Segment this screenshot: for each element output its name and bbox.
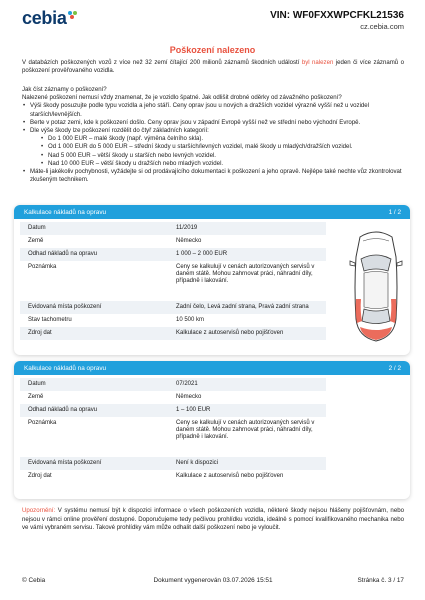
row-value: 1 000 – 2 000 EUR	[176, 251, 228, 257]
intro-paragraph	[22, 59, 404, 76]
table-row	[20, 222, 326, 235]
row-value: Kalkulace z autoservisů nebo pojišťoven	[176, 330, 284, 336]
table-row	[20, 404, 326, 417]
row-value: Německo	[176, 238, 202, 244]
card-pager[interactable]: 1 / 2	[388, 208, 401, 216]
site-link[interactable]: cz.cebia.com	[360, 22, 404, 31]
table-row	[20, 327, 326, 340]
table-row	[20, 314, 326, 327]
details-table	[20, 222, 326, 340]
guidance-item: • Máte-li jakékoliv pochybnosti, vyžádejte si od prodávajícího dokumentaci k poškození a jeho opravě. Nejlépe také nechte vůz zkontrolovat zkušeným technikem.	[22, 168, 404, 184]
table-row	[20, 378, 326, 391]
row-value: Není k dispozici	[176, 460, 219, 466]
footer-page-number: Stránka č. 3 / 17	[357, 577, 404, 584]
row-value: 1 – 100 EUR	[176, 407, 211, 413]
page-title: Poškození nalezeno	[169, 45, 256, 55]
card-header	[14, 205, 410, 219]
row-value: Ceny se kalkulují v cenách autorizovaných servisů v daném státě. Mohou zahrnovat práci, náhradní díly, případně i lakování.	[176, 420, 315, 440]
row-label: Poznámka	[28, 420, 57, 426]
damage-category-item: • Do 1 000 EUR – malé škody (např. výměna čelního skla).	[22, 135, 404, 143]
table-row	[20, 470, 326, 483]
intro-highlight: byl nalezen	[301, 59, 334, 66]
card-body	[14, 375, 410, 487]
how-to-read-section	[22, 86, 404, 184]
row-label: Evidovaná místa poškození	[28, 304, 102, 310]
row-value: Německo	[176, 394, 202, 400]
row-label: Země	[28, 394, 44, 400]
logo-dots-icon	[68, 11, 77, 20]
section-lead: Nalezené poškození nemusí vždy znamenat, že je vozidlo špatné. Jak odlišit drobné oděrky od závažného poškození?	[22, 94, 342, 102]
details-table	[20, 378, 326, 483]
row-value: Ceny se kalkulují v cenách autorizovaných servisů v daném státě. Mohou zahrnovat práci, náhradní díly, případně i lakování.	[176, 264, 315, 284]
row-label: Odhad nákladů na opravu	[28, 407, 98, 413]
card-title: Kalkulace nákladů na opravu	[24, 364, 107, 372]
table-row	[20, 248, 326, 261]
card-title: Kalkulace nákladů na opravu	[24, 208, 107, 216]
card-header	[14, 361, 410, 375]
guidance-item: • Výši škody posuzujte podle typu vozidla a jeho stáří. Ceny oprav jsou u nových a dražších vozidel výrazně vyšší než u vozidel starších/levnějších.	[22, 102, 404, 118]
damage-category-item: • Nad 5 000 EUR – větší škody u starších nebo levných vozidel.	[22, 152, 404, 160]
table-row	[20, 391, 326, 404]
table-row	[20, 417, 326, 457]
vin-label: VIN: WF0FXXWPCFKL21536	[270, 10, 404, 21]
row-value: Zadní čelo, Levá zadní strana, Pravá zadní strana	[176, 304, 309, 310]
repair-cost-card-2	[14, 361, 410, 499]
row-label: Země	[28, 238, 44, 244]
damage-category-item: • Od 1 000 EUR do 5 000 EUR – střední škody u starších/levných vozidel, malé škody u mladých/dražších vozidel.	[22, 143, 404, 151]
row-label: Evidovaná místa poškození	[28, 460, 102, 466]
row-value: 07/2021	[176, 381, 198, 387]
row-label: Poznámka	[28, 264, 57, 270]
footer-generated-date: Dokument vygenerován 03.07.2026 15:51	[153, 577, 273, 584]
card-body	[14, 219, 410, 344]
guidance-list	[22, 102, 404, 184]
row-label: Datum	[28, 381, 46, 387]
table-row	[20, 301, 326, 314]
warning-label: Upozornění:	[22, 507, 56, 514]
damage-category-item: • Nad 10 000 EUR – větší škody u dražších nebo mladých vozidel.	[22, 160, 404, 168]
repair-cost-card-1	[14, 205, 410, 355]
logo-text: cebia	[22, 8, 67, 28]
intro-text-after: jeden či více záznamů o poškození prověřovaného vozidla.	[22, 59, 404, 75]
table-row	[20, 235, 326, 248]
row-value: 10 500 km	[176, 317, 205, 323]
page-header	[22, 8, 404, 34]
table-row	[20, 457, 326, 470]
cebia-logo	[22, 8, 77, 29]
car-damage-diagram-icon	[346, 227, 406, 345]
section-heading: Jak číst záznamy o poškození?	[22, 86, 107, 93]
card-pager[interactable]: 2 / 2	[388, 364, 401, 372]
intro-text-before: V databázích poškozených vozů z více než 32 zemí čítající 200 milionů záznamů škodních událostí	[22, 59, 302, 66]
guidance-item: • Dle výše škody lze poškození rozdělit do čtyř základních kategorií:	[22, 127, 404, 135]
table-row	[20, 261, 326, 301]
header-vehicle-info	[270, 10, 404, 31]
row-label: Stav tachometru	[28, 317, 72, 323]
warning-text: V systému nemusí být k dispozici informace o všech poškozeních vozidla, některé škody nejsou hlášeny pojišťovnám, nebo nejsou v rámci online prověření dostupné. Doporučujeme tedy pečlivou prohlídku vozidla, ideálně s pomocí kvalifikovaného mechanika nebo ve vámi vybraném servisu. Takové prohlídky vám může odhalit další poškození nebo je vyloučit.	[22, 507, 404, 532]
footer-copyright: © Cebia	[22, 577, 46, 584]
warning-note	[22, 507, 404, 533]
row-label: Datum	[28, 225, 46, 231]
row-label: Zdroj dat	[28, 473, 52, 479]
row-value: Kalkulace z autoservisů nebo pojišťoven	[176, 473, 284, 479]
row-value: 11/2019	[176, 225, 198, 231]
row-label: Zdroj dat	[28, 330, 52, 336]
row-label: Odhad nákladů na opravu	[28, 251, 98, 257]
guidance-item: • Berte v potaz zemi, kde k poškození došlo. Ceny oprav jsou v západní Evropě vyšší než ve střední nebo východní Evropě.	[22, 119, 404, 127]
